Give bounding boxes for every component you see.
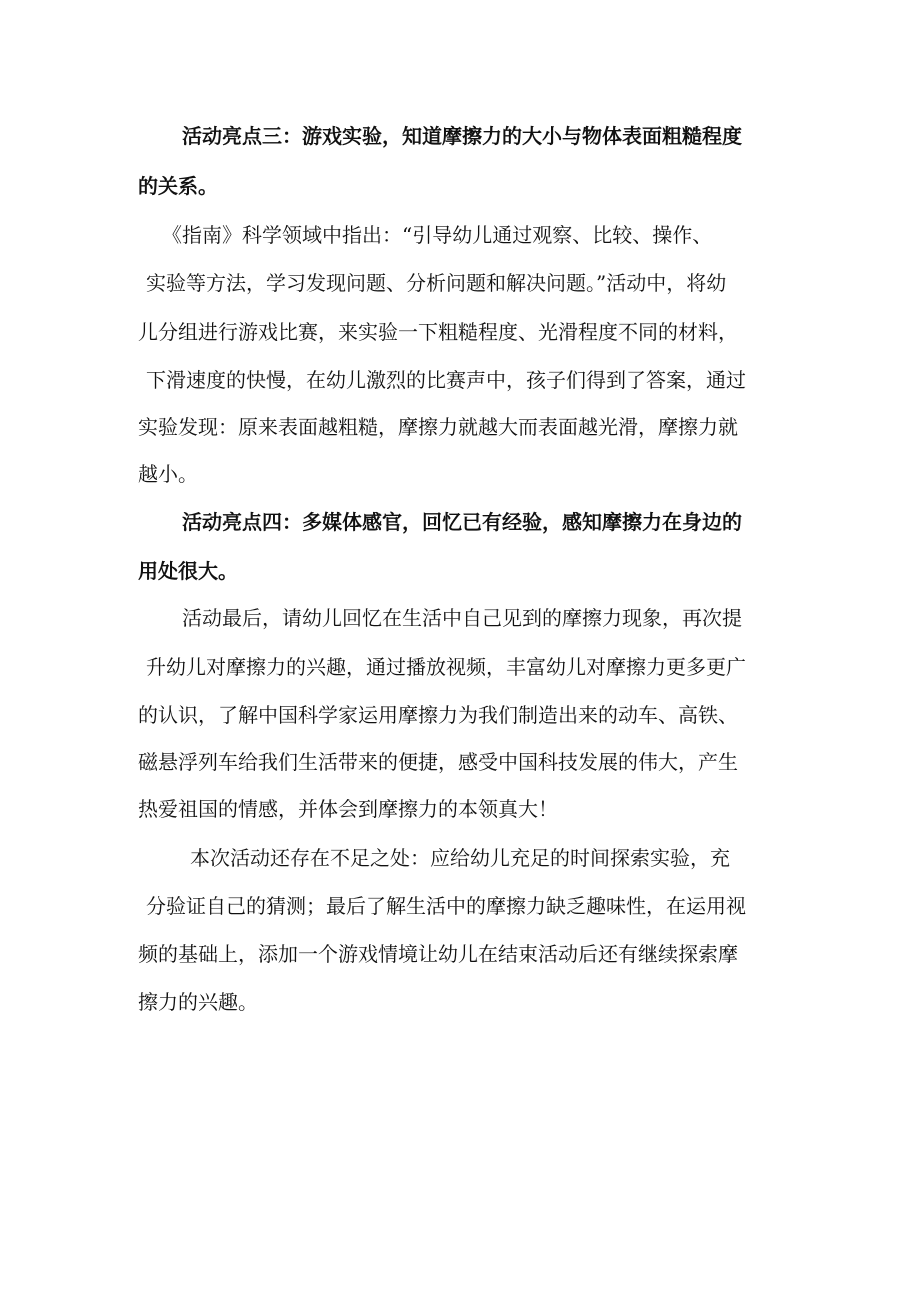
section-heading-line: 活动亮点三：游戏实验，知道摩擦力的大小与物体表面粗糙程度 xyxy=(182,124,742,148)
body-text-line: 活动最后，请幼儿回忆在生活中自己见到的摩擦力现象，再次提 xyxy=(182,606,742,630)
body-text-line: 分验证自己的猜测；最后了解生活中的摩擦力缺乏趣味性，在运用视 xyxy=(146,894,746,918)
body-text-line: 热爱祖国的情感，并体会到摩擦力的本领真大！ xyxy=(138,797,558,821)
body-text-line: 越小。 xyxy=(138,462,198,486)
body-text-line: 儿分组进行游戏比赛，来实验一下粗糙程度、光滑程度不同的材料， xyxy=(138,320,738,344)
body-text-line: 频的基础上，添加一个游戏情境让幼儿在结束活动后还有继续探索摩 xyxy=(138,942,738,966)
body-text-line: 擦力的兴趣。 xyxy=(138,990,258,1014)
section-heading-line: 的关系。 xyxy=(138,174,218,198)
section-heading-line: 用处很大。 xyxy=(138,559,238,583)
section-heading-line: 活动亮点四：多媒体感官，回忆已有经验，感知摩擦力在身边的 xyxy=(182,510,742,534)
body-text-line: 《指南》科学领域中指出：“引导幼儿通过观察、比较、操作、 xyxy=(162,223,713,247)
body-text-line: 升幼儿对摩擦力的兴趣，通过播放视频，丰富幼儿对摩擦力更多更广 xyxy=(146,655,746,679)
body-text-line: 的认识，了解中国科学家运用摩擦力为我们制造出来的动车、高铁、 xyxy=(138,703,738,727)
body-text-line: 下滑速度的快慢，在幼儿激烈的比赛声中，孩子们得到了答案，通过 xyxy=(146,368,746,392)
body-text-line: 实验等方法，学习发现问题、分析问题和解决问题。”活动中，将幼 xyxy=(146,271,727,295)
body-text-line: 磁悬浮列车给我们生活带来的便捷，感受中国科技发展的伟大，产生 xyxy=(138,750,738,774)
body-text-line: 实验发现：原来表面越粗糙，摩擦力就越大而表面越光滑，摩擦力就 xyxy=(138,415,738,439)
body-text-line: 本次活动还存在不足之处：应给幼儿充足的时间探索实验，充 xyxy=(190,846,730,870)
